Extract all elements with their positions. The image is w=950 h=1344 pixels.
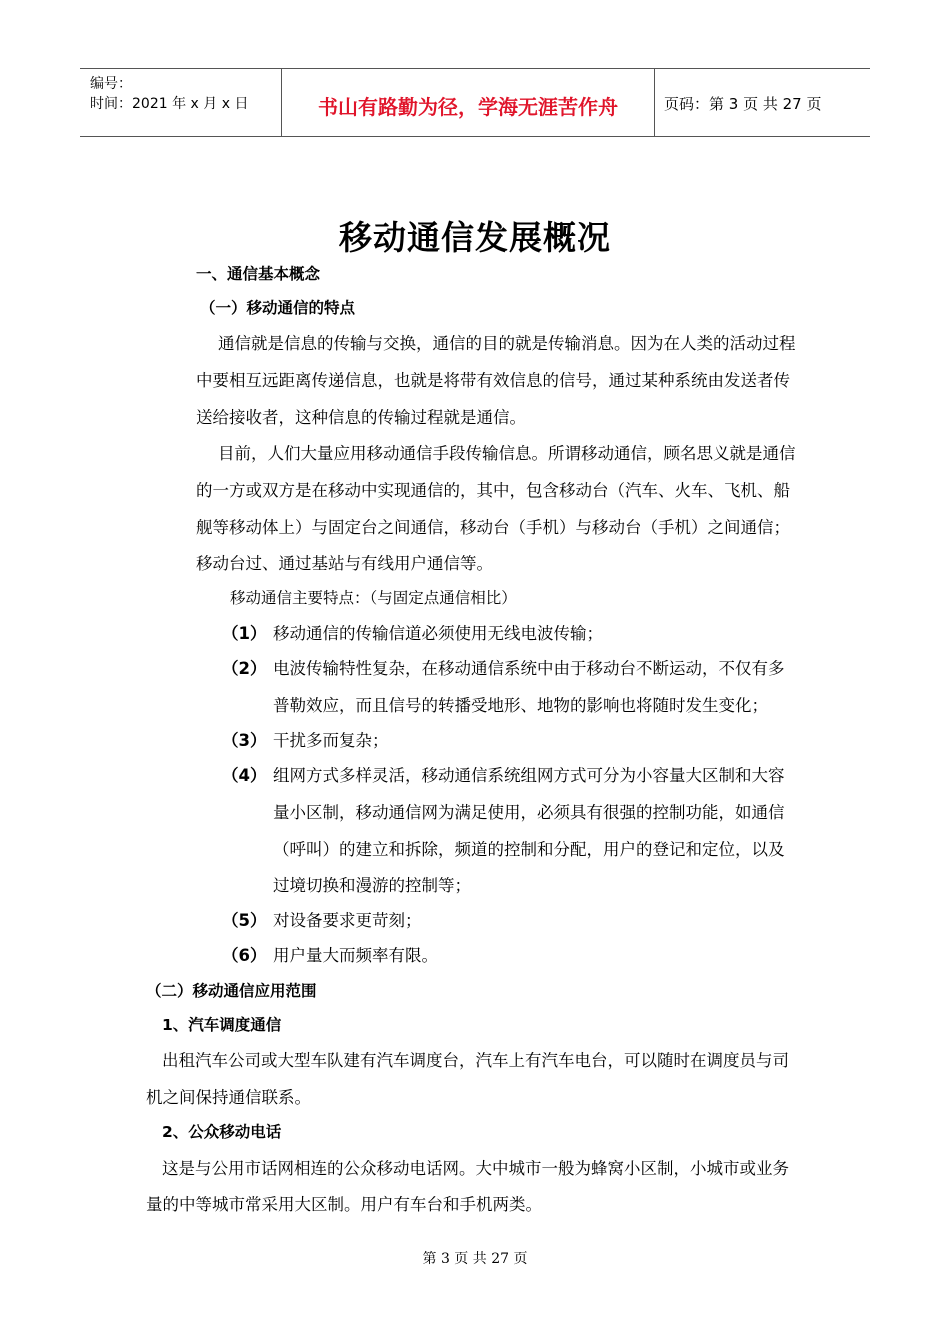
feature-number: （2） xyxy=(222,659,267,678)
feature-line: 对设备要求更苛刻； xyxy=(273,911,422,930)
feature-line: 用户量大而频率有限。 xyxy=(273,946,438,965)
para2-line: 目前，人们大量应用移动通信手段传输信息。所谓移动通信，顾名思义就是通信 xyxy=(218,444,796,463)
page-footer: 第 3 页 共 27 页 xyxy=(422,1251,528,1267)
feature-number: （4） xyxy=(222,766,267,785)
application-line: 机之间保持通信联系。 xyxy=(146,1088,311,1107)
para1-line: 中要相互远距离传递信息，也就是将带有效信息的信号，通过某种系统由发送者传 xyxy=(196,371,790,390)
application-title-2: 2、公众移动电话 xyxy=(162,1123,282,1141)
feature-number: （3） xyxy=(222,731,267,750)
para2-line: 舰等移动体上）与固定台之间通信，移动台（手机）与移动台（手机）之间通信； xyxy=(196,518,790,537)
application-line: 量的中等城市常采用大区制。用户有车台和手机两类。 xyxy=(146,1195,542,1214)
number-label: 编号： xyxy=(90,76,132,92)
subsection-heading-2: （二）移动通信应用范围 xyxy=(146,982,317,1000)
feature-line: 普勒效应，而且信号的转播受地形、地物的影响也将随时发生变化； xyxy=(273,696,768,715)
feature-line: 干扰多而复杂； xyxy=(273,731,389,750)
para2-line: 移动台过、通过基站与有线用户通信等。 xyxy=(196,554,493,573)
header-right-cell xyxy=(654,69,870,136)
page-header xyxy=(80,68,870,137)
section-heading: 一、通信基本概念 xyxy=(196,265,321,283)
application-line: 出租汽车公司或大型车队建有汽车调度台，汽车上有汽车电台，可以随时在调度员与司 xyxy=(162,1051,789,1070)
feature-line: 过境切换和漫游的控制等； xyxy=(273,876,471,895)
document-title: 移动通信发展概况 xyxy=(339,218,611,257)
feature-line: 移动通信的传输信道必须使用无线电波传输； xyxy=(273,624,603,643)
motto: 书山有路勤为径，学海无涯苦作舟 xyxy=(318,95,618,119)
feature-number: （6） xyxy=(222,946,267,965)
para1-line: 送给接收者，这种信息的传输过程就是通信。 xyxy=(196,408,526,427)
page-label: 页码：第 3 页 共 27 页 xyxy=(664,95,822,113)
feature-number: （1） xyxy=(222,624,267,643)
feature-line: 量小区制，移动通信网为满足使用，必须具有很强的控制功能，如通信 xyxy=(273,803,785,822)
header-motto-cell xyxy=(281,69,655,136)
para2-line: 的一方或双方是在移动中实现通信的，其中，包含移动台（汽车、火车、飞机、船 xyxy=(196,481,790,500)
subsection-heading-1: （一）移动通信的特点 xyxy=(200,299,356,317)
feature-line: （呼叫）的建立和拆除，频道的控制和分配，用户的登记和定位，以及 xyxy=(273,840,785,859)
feature-number: （5） xyxy=(222,911,267,930)
feature-line: 电波传输特性复杂，在移动通信系统中由于移动台不断运动，不仅有多 xyxy=(273,659,785,678)
application-line: 这是与公用市话网相连的公众移动电话网。大中城市一般为蜂窝小区制，小城市或业务 xyxy=(162,1159,789,1178)
feature-line: 组网方式多样灵活，移动通信系统组网方式可分为小容量大区制和大容 xyxy=(273,766,785,785)
header-left-cell xyxy=(80,69,281,136)
application-title-1: 1、汽车调度通信 xyxy=(162,1016,282,1034)
features-intro: 移动通信主要特点：（与固定点通信相比） xyxy=(230,589,517,607)
para1-line: 通信就是信息的传输与交换，通信的目的就是传输消息。因为在人类的活动过程 xyxy=(218,334,796,353)
time-label: 时间：2021 年 x 月 x 日 xyxy=(90,96,249,112)
